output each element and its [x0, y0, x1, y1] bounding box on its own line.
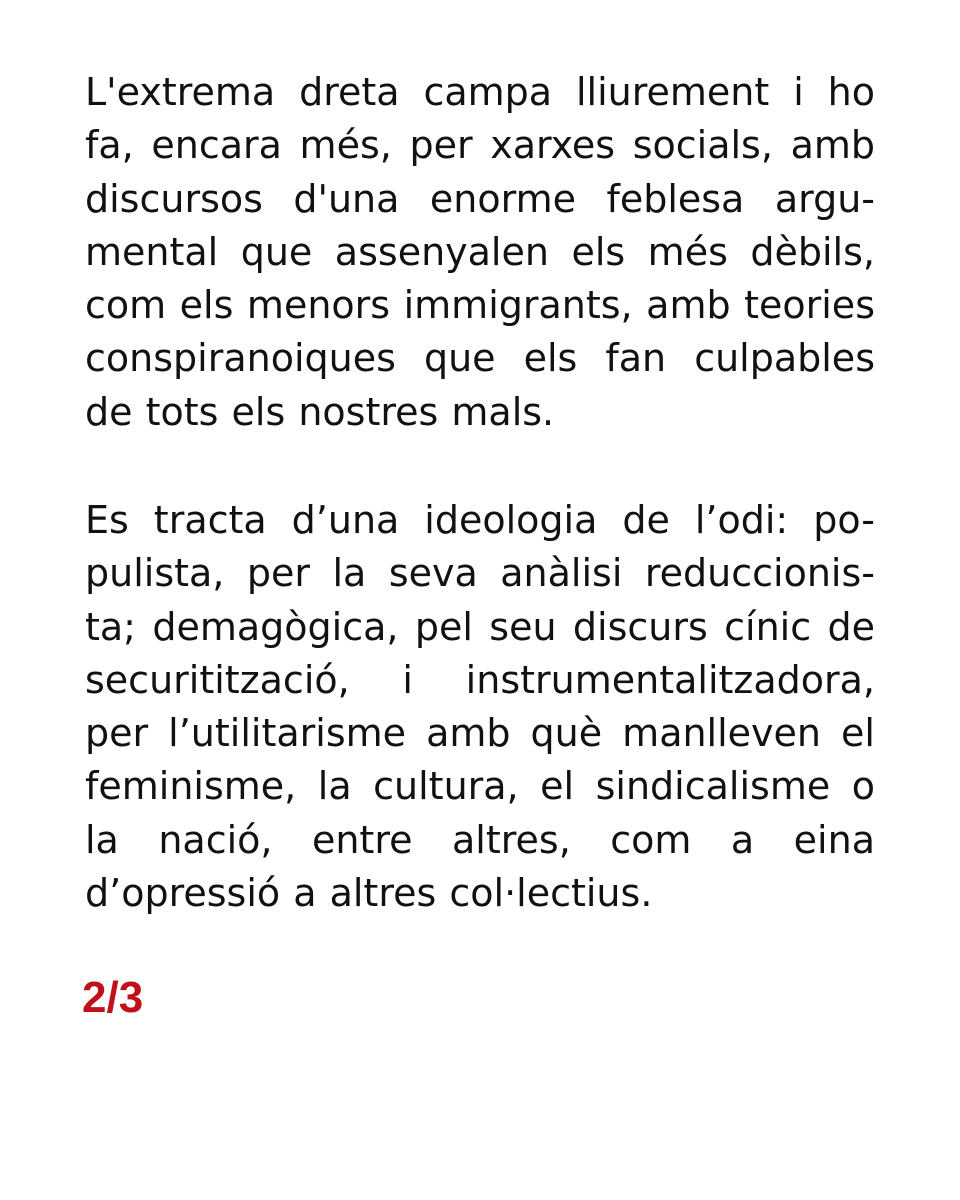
paragraph-1-line: L'extrema dreta campa lliurement i ho: [85, 70, 875, 114]
paragraph-2-line: securitització, i instrumentalitzadora,: [85, 657, 875, 702]
paragraph-2-line: pulista, per la seva anàlisi reduccionis-: [85, 551, 875, 596]
paragraph-2-line: feminisme, la cultura, el sindicalisme o: [85, 764, 875, 809]
paragraph-2-line: la nació, entre altres, com a eina: [85, 817, 875, 862]
paragraph-1-line: discursos d'una enorme feblesa argu-: [85, 176, 875, 221]
paragraph-2-line: ta; demagògica, pel seu discurs cínic de: [85, 604, 875, 649]
paragraph-1: [85, 66, 875, 439]
paragraph-2: [85, 494, 875, 920]
paragraph-2-line: d’opressió a altres col·lectius.: [85, 871, 653, 916]
page-counter: 2/3: [82, 973, 144, 1022]
paragraph-2-line: per l’utilitarisme amb què manlleven el: [85, 711, 875, 756]
paragraph-1-line: mental que assenyalen els més dèbils,: [85, 229, 875, 274]
paragraph-1-line: conspiranoiques que els fan culpables: [85, 336, 875, 381]
paragraph-2-line: Es tracta d’una ideologia de l’odi: po-: [85, 498, 875, 542]
paragraph-1-line: com els menors immigrants, amb teories: [85, 283, 875, 328]
paragraph-1-line: fa, encara més, per xarxes socials, amb: [85, 123, 875, 168]
paragraph-1-line: de tots els nostres mals.: [85, 389, 555, 434]
